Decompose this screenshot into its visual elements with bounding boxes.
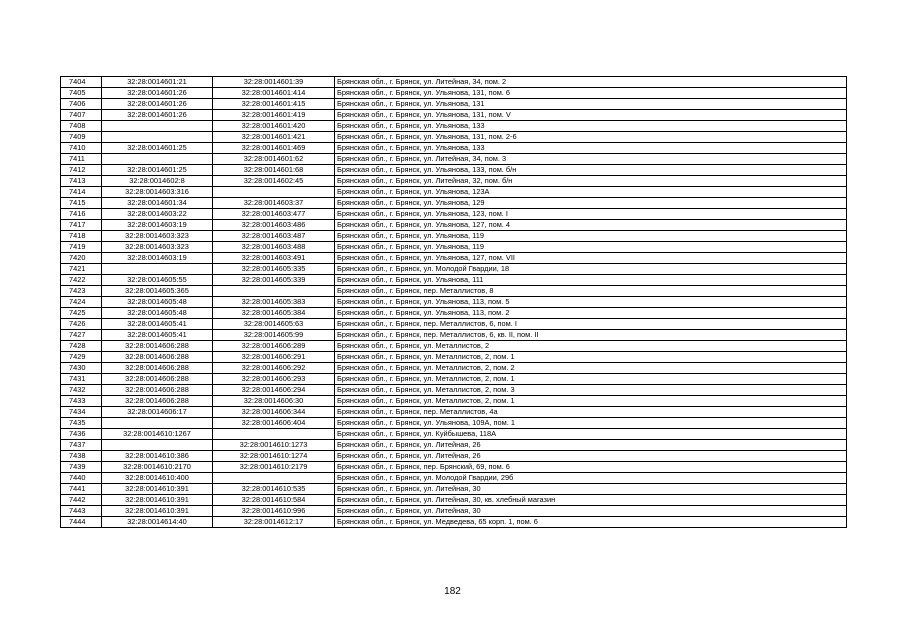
row-number-cell: 7421 xyxy=(61,264,102,275)
cadastral-number-cell: 32:28:0014603:487 xyxy=(213,231,335,242)
cadastral-number-cell: 32:28:0014610:996 xyxy=(213,506,335,517)
row-number-cell: 7440 xyxy=(61,473,102,484)
address-cell: Брянская обл., г. Брянск, ул. Металлистов, 2 xyxy=(335,341,847,352)
parent-cadastral-number-cell xyxy=(102,418,213,429)
table-row xyxy=(61,440,847,451)
cadastral-number-cell: 32:28:0014606:294 xyxy=(213,385,335,396)
parent-cadastral-number-cell: 32:28:0014601:26 xyxy=(102,110,213,121)
table-row xyxy=(61,253,847,264)
parent-cadastral-number-cell: 32:28:0014601:26 xyxy=(102,99,213,110)
table-row xyxy=(61,451,847,462)
address-cell: Брянская обл., г. Брянск, ул. Молодой Гвардии, 29б xyxy=(335,473,847,484)
table-row xyxy=(61,209,847,220)
cadastral-number-cell xyxy=(213,429,335,440)
table-row xyxy=(61,319,847,330)
table-row xyxy=(61,275,847,286)
row-number-cell: 7418 xyxy=(61,231,102,242)
parent-cadastral-number-cell: 32:28:0014606:288 xyxy=(102,385,213,396)
address-cell: Брянская обл., г. Брянск, ул. Металлистов, 2, пом. 1 xyxy=(335,396,847,407)
cadastral-number-cell xyxy=(213,473,335,484)
parent-cadastral-number-cell: 32:28:0014601:26 xyxy=(102,88,213,99)
cadastral-number-cell: 32:28:0014610:1274 xyxy=(213,451,335,462)
address-cell: Брянская обл., г. Брянск, ул. Металлистов, 2, пом. 1 xyxy=(335,374,847,385)
address-cell: Брянская обл., г. Брянск, ул. Ульянова, 127, пом. VII xyxy=(335,253,847,264)
table-row xyxy=(61,242,847,253)
cadastral-number-cell: 32:28:0014606:30 xyxy=(213,396,335,407)
row-number-cell: 7415 xyxy=(61,198,102,209)
table-row xyxy=(61,418,847,429)
parent-cadastral-number-cell: 32:28:0014605:41 xyxy=(102,319,213,330)
table-row xyxy=(61,154,847,165)
table-row xyxy=(61,110,847,121)
row-number-cell: 7444 xyxy=(61,517,102,528)
address-cell: Брянская обл., г. Брянск, ул. Медведева, 65 корп. 1, пом. 6 xyxy=(335,517,847,528)
table-row xyxy=(61,198,847,209)
address-cell: Брянская обл., г. Брянск, ул. Ульянова, 131, пом. V xyxy=(335,110,847,121)
cadastral-number-cell: 32:28:0014601:39 xyxy=(213,77,335,88)
parent-cadastral-number-cell: 32:28:0014601:34 xyxy=(102,198,213,209)
table-row xyxy=(61,99,847,110)
address-cell: Брянская обл., г. Брянск, ул. Ульянова, 127, пом. 4 xyxy=(335,220,847,231)
parent-cadastral-number-cell: 32:28:0014601:25 xyxy=(102,165,213,176)
table-row xyxy=(61,308,847,319)
registry-table xyxy=(60,76,847,528)
table-row xyxy=(61,231,847,242)
row-number-cell: 7425 xyxy=(61,308,102,319)
cadastral-number-cell: 32:28:0014603:486 xyxy=(213,220,335,231)
address-cell: Брянская обл., г. Брянск, ул. Ульянова, 109А, пом. 1 xyxy=(335,418,847,429)
registry-table-body xyxy=(61,77,847,528)
parent-cadastral-number-cell: 32:28:0014603:323 xyxy=(102,231,213,242)
row-number-cell: 7416 xyxy=(61,209,102,220)
table-row xyxy=(61,220,847,231)
cadastral-number-cell: 32:28:0014603:488 xyxy=(213,242,335,253)
address-cell: Брянская обл., г. Брянск, ул. Металлистов, 2, пом. 1 xyxy=(335,352,847,363)
parent-cadastral-number-cell xyxy=(102,121,213,132)
address-cell: Брянская обл., г. Брянск, ул. Ульянова, 119 xyxy=(335,242,847,253)
address-cell: Брянская обл., г. Брянск, ул. Ульянова, 131, пом. 2-6 xyxy=(335,132,847,143)
cadastral-number-cell: 32:28:0014605:384 xyxy=(213,308,335,319)
parent-cadastral-number-cell: 32:28:0014603:19 xyxy=(102,253,213,264)
row-number-cell: 7434 xyxy=(61,407,102,418)
row-number-cell: 7436 xyxy=(61,429,102,440)
parent-cadastral-number-cell: 32:28:0014610:2170 xyxy=(102,462,213,473)
cadastral-number-cell: 32:28:0014610:535 xyxy=(213,484,335,495)
row-number-cell: 7422 xyxy=(61,275,102,286)
parent-cadastral-number-cell: 32:28:0014610:386 xyxy=(102,451,213,462)
row-number-cell: 7435 xyxy=(61,418,102,429)
parent-cadastral-number-cell: 32:28:0014605:55 xyxy=(102,275,213,286)
address-cell: Брянская обл., г. Брянск, ул. Ульянова, 123, пом. I xyxy=(335,209,847,220)
address-cell: Брянская обл., г. Брянск, ул. Ульянова, 119 xyxy=(335,231,847,242)
table-row xyxy=(61,297,847,308)
cadastral-number-cell: 32:28:0014605:335 xyxy=(213,264,335,275)
address-cell: Брянская обл., г. Брянск, ул. Литейная, 30 xyxy=(335,484,847,495)
row-number-cell: 7424 xyxy=(61,297,102,308)
row-number-cell: 7429 xyxy=(61,352,102,363)
row-number-cell: 7407 xyxy=(61,110,102,121)
row-number-cell: 7430 xyxy=(61,363,102,374)
cadastral-number-cell: 32:28:0014601:421 xyxy=(213,132,335,143)
table-row xyxy=(61,484,847,495)
parent-cadastral-number-cell: 32:28:0014610:391 xyxy=(102,506,213,517)
parent-cadastral-number-cell: 32:28:0014606:288 xyxy=(102,352,213,363)
address-cell: Брянская обл., г. Брянск, пер. Металлистов, 6, пом. I xyxy=(335,319,847,330)
row-number-cell: 7423 xyxy=(61,286,102,297)
parent-cadastral-number-cell: 32:28:0014610:391 xyxy=(102,484,213,495)
parent-cadastral-number-cell: 32:28:0014601:21 xyxy=(102,77,213,88)
row-number-cell: 7417 xyxy=(61,220,102,231)
cadastral-number-cell: 32:28:0014601:68 xyxy=(213,165,335,176)
cadastral-number-cell: 32:28:0014602:45 xyxy=(213,176,335,187)
address-cell: Брянская обл., г. Брянск, пер. Металлистов, 8 xyxy=(335,286,847,297)
table-row xyxy=(61,495,847,506)
address-cell: Брянская обл., г. Брянск, ул. Ульянова, 123А xyxy=(335,187,847,198)
parent-cadastral-number-cell: 32:28:0014603:323 xyxy=(102,242,213,253)
parent-cadastral-number-cell: 32:28:0014610:1267 xyxy=(102,429,213,440)
row-number-cell: 7437 xyxy=(61,440,102,451)
table-row xyxy=(61,121,847,132)
cadastral-number-cell xyxy=(213,187,335,198)
row-number-cell: 7410 xyxy=(61,143,102,154)
parent-cadastral-number-cell: 32:28:0014610:391 xyxy=(102,495,213,506)
address-cell: Брянская обл., г. Брянск, ул. Ульянова, 131, пом. 6 xyxy=(335,88,847,99)
cadastral-number-cell: 32:28:0014606:292 xyxy=(213,363,335,374)
row-number-cell: 7433 xyxy=(61,396,102,407)
cadastral-number-cell: 32:28:0014606:291 xyxy=(213,352,335,363)
address-cell: Брянская обл., г. Брянск, ул. Ульянова, 113, пом. 5 xyxy=(335,297,847,308)
cadastral-number-cell: 32:28:0014606:293 xyxy=(213,374,335,385)
table-row xyxy=(61,462,847,473)
cadastral-number-cell: 32:28:0014601:420 xyxy=(213,121,335,132)
cadastral-number-cell: 32:28:0014606:289 xyxy=(213,341,335,352)
cadastral-number-cell: 32:28:0014601:62 xyxy=(213,154,335,165)
table-row xyxy=(61,429,847,440)
parent-cadastral-number-cell xyxy=(102,154,213,165)
row-number-cell: 7413 xyxy=(61,176,102,187)
parent-cadastral-number-cell: 32:28:0014606:288 xyxy=(102,396,213,407)
parent-cadastral-number-cell: 32:28:0014605:41 xyxy=(102,330,213,341)
row-number-cell: 7427 xyxy=(61,330,102,341)
cadastral-number-cell: 32:28:0014606:404 xyxy=(213,418,335,429)
table-row xyxy=(61,330,847,341)
parent-cadastral-number-cell: 32:28:0014603:22 xyxy=(102,209,213,220)
parent-cadastral-number-cell: 32:28:0014603:316 xyxy=(102,187,213,198)
address-cell: Брянская обл., г. Брянск, ул. Металлистов, 2, пом. 2 xyxy=(335,363,847,374)
table-row xyxy=(61,385,847,396)
cadastral-number-cell: 32:28:0014603:37 xyxy=(213,198,335,209)
parent-cadastral-number-cell: 32:28:0014606:288 xyxy=(102,341,213,352)
table-row xyxy=(61,374,847,385)
row-number-cell: 7405 xyxy=(61,88,102,99)
table-row xyxy=(61,352,847,363)
parent-cadastral-number-cell: 32:28:0014605:48 xyxy=(102,297,213,308)
table-row xyxy=(61,88,847,99)
row-number-cell: 7426 xyxy=(61,319,102,330)
parent-cadastral-number-cell: 32:28:0014605:365 xyxy=(102,286,213,297)
cadastral-number-cell: 32:28:0014610:1273 xyxy=(213,440,335,451)
row-number-cell: 7420 xyxy=(61,253,102,264)
table-row xyxy=(61,407,847,418)
parent-cadastral-number-cell: 32:28:0014601:25 xyxy=(102,143,213,154)
row-number-cell: 7431 xyxy=(61,374,102,385)
address-cell: Брянская обл., г. Брянск, пер. Металлистов, 6, кв. II, пом. II xyxy=(335,330,847,341)
row-number-cell: 7442 xyxy=(61,495,102,506)
table-row xyxy=(61,363,847,374)
address-cell: Брянская обл., г. Брянск, ул. Куйбышева, 118А xyxy=(335,429,847,440)
parent-cadastral-number-cell: 32:28:0014602:8 xyxy=(102,176,213,187)
address-cell: Брянская обл., г. Брянск, ул. Металлистов, 2, пом. 3 xyxy=(335,385,847,396)
parent-cadastral-number-cell: 32:28:0014610:400 xyxy=(102,473,213,484)
row-number-cell: 7439 xyxy=(61,462,102,473)
cadastral-number-cell: 32:28:0014605:339 xyxy=(213,275,335,286)
parent-cadastral-number-cell: 32:28:0014605:48 xyxy=(102,308,213,319)
table-row xyxy=(61,143,847,154)
address-cell: Брянская обл., г. Брянск, ул. Литейная, 34, пом. 3 xyxy=(335,154,847,165)
table-row xyxy=(61,176,847,187)
parent-cadastral-number-cell: 32:28:0014614:40 xyxy=(102,517,213,528)
cadastral-number-cell xyxy=(213,286,335,297)
cadastral-number-cell: 32:28:0014610:2179 xyxy=(213,462,335,473)
address-cell: Брянская обл., г. Брянск, ул. Ульянова, 129 xyxy=(335,198,847,209)
cadastral-number-cell: 32:28:0014605:99 xyxy=(213,330,335,341)
table-row xyxy=(61,286,847,297)
table-row xyxy=(61,396,847,407)
row-number-cell: 7443 xyxy=(61,506,102,517)
address-cell: Брянская обл., г. Брянск, ул. Литейная, 30, кв. хлебный магазин xyxy=(335,495,847,506)
table-row xyxy=(61,264,847,275)
address-cell: Брянская обл., г. Брянск, ул. Литейная, 26 xyxy=(335,451,847,462)
cadastral-number-cell: 32:28:0014601:419 xyxy=(213,110,335,121)
address-cell: Брянская обл., г. Брянск, ул. Ульянова, 111 xyxy=(335,275,847,286)
row-number-cell: 7432 xyxy=(61,385,102,396)
row-number-cell: 7411 xyxy=(61,154,102,165)
address-cell: Брянская обл., г. Брянск, ул. Ульянова, 133 xyxy=(335,143,847,154)
address-cell: Брянская обл., г. Брянск, пер. Брянский, 69, пом. 6 xyxy=(335,462,847,473)
cadastral-number-cell: 32:28:0014601:415 xyxy=(213,99,335,110)
parent-cadastral-number-cell xyxy=(102,440,213,451)
row-number-cell: 7412 xyxy=(61,165,102,176)
address-cell: Брянская обл., г. Брянск, ул. Ульянова, 133, пом. б/н xyxy=(335,165,847,176)
address-cell: Брянская обл., г. Брянск, ул. Ульянова, 131 xyxy=(335,99,847,110)
row-number-cell: 7404 xyxy=(61,77,102,88)
page-number: 182 xyxy=(444,586,461,597)
address-cell: Брянская обл., г. Брянск, ул. Литейная, 30 xyxy=(335,506,847,517)
cadastral-number-cell: 32:28:0014601:414 xyxy=(213,88,335,99)
table-row xyxy=(61,473,847,484)
cadastral-number-cell: 32:28:0014605:63 xyxy=(213,319,335,330)
table-row xyxy=(61,506,847,517)
table-row xyxy=(61,165,847,176)
row-number-cell: 7406 xyxy=(61,99,102,110)
cadastral-number-cell: 32:28:0014612:17 xyxy=(213,517,335,528)
address-cell: Брянская обл., г. Брянск, пер. Металлистов, 4а xyxy=(335,407,847,418)
row-number-cell: 7428 xyxy=(61,341,102,352)
parent-cadastral-number-cell xyxy=(102,264,213,275)
row-number-cell: 7441 xyxy=(61,484,102,495)
table-row xyxy=(61,132,847,143)
row-number-cell: 7438 xyxy=(61,451,102,462)
table-row xyxy=(61,517,847,528)
table-row xyxy=(61,77,847,88)
cadastral-number-cell: 32:28:0014605:383 xyxy=(213,297,335,308)
table-row xyxy=(61,187,847,198)
cadastral-number-cell: 32:28:0014603:491 xyxy=(213,253,335,264)
address-cell: Брянская обл., г. Брянск, ул. Литейная, 26 xyxy=(335,440,847,451)
parent-cadastral-number-cell xyxy=(102,132,213,143)
table-row xyxy=(61,341,847,352)
parent-cadastral-number-cell: 32:28:0014606:288 xyxy=(102,374,213,385)
row-number-cell: 7408 xyxy=(61,121,102,132)
row-number-cell: 7414 xyxy=(61,187,102,198)
address-cell: Брянская обл., г. Брянск, ул. Ульянова, 133 xyxy=(335,121,847,132)
address-cell: Брянская обл., г. Брянск, ул. Литейная, 32, пом. б/н xyxy=(335,176,847,187)
cadastral-number-cell: 32:28:0014603:477 xyxy=(213,209,335,220)
row-number-cell: 7409 xyxy=(61,132,102,143)
cadastral-number-cell: 32:28:0014601:469 xyxy=(213,143,335,154)
address-cell: Брянская обл., г. Брянск, ул. Ульянова, 113, пом. 2 xyxy=(335,308,847,319)
cadastral-number-cell: 32:28:0014606:344 xyxy=(213,407,335,418)
cadastral-number-cell: 32:28:0014610:584 xyxy=(213,495,335,506)
parent-cadastral-number-cell: 32:28:0014606:288 xyxy=(102,363,213,374)
address-cell: Брянская обл., г. Брянск, ул. Молодой Гвардии, 18 xyxy=(335,264,847,275)
address-cell: Брянская обл., г. Брянск, ул. Литейная, 34, пом. 2 xyxy=(335,77,847,88)
parent-cadastral-number-cell: 32:28:0014603:19 xyxy=(102,220,213,231)
parent-cadastral-number-cell: 32:28:0014606:17 xyxy=(102,407,213,418)
row-number-cell: 7419 xyxy=(61,242,102,253)
